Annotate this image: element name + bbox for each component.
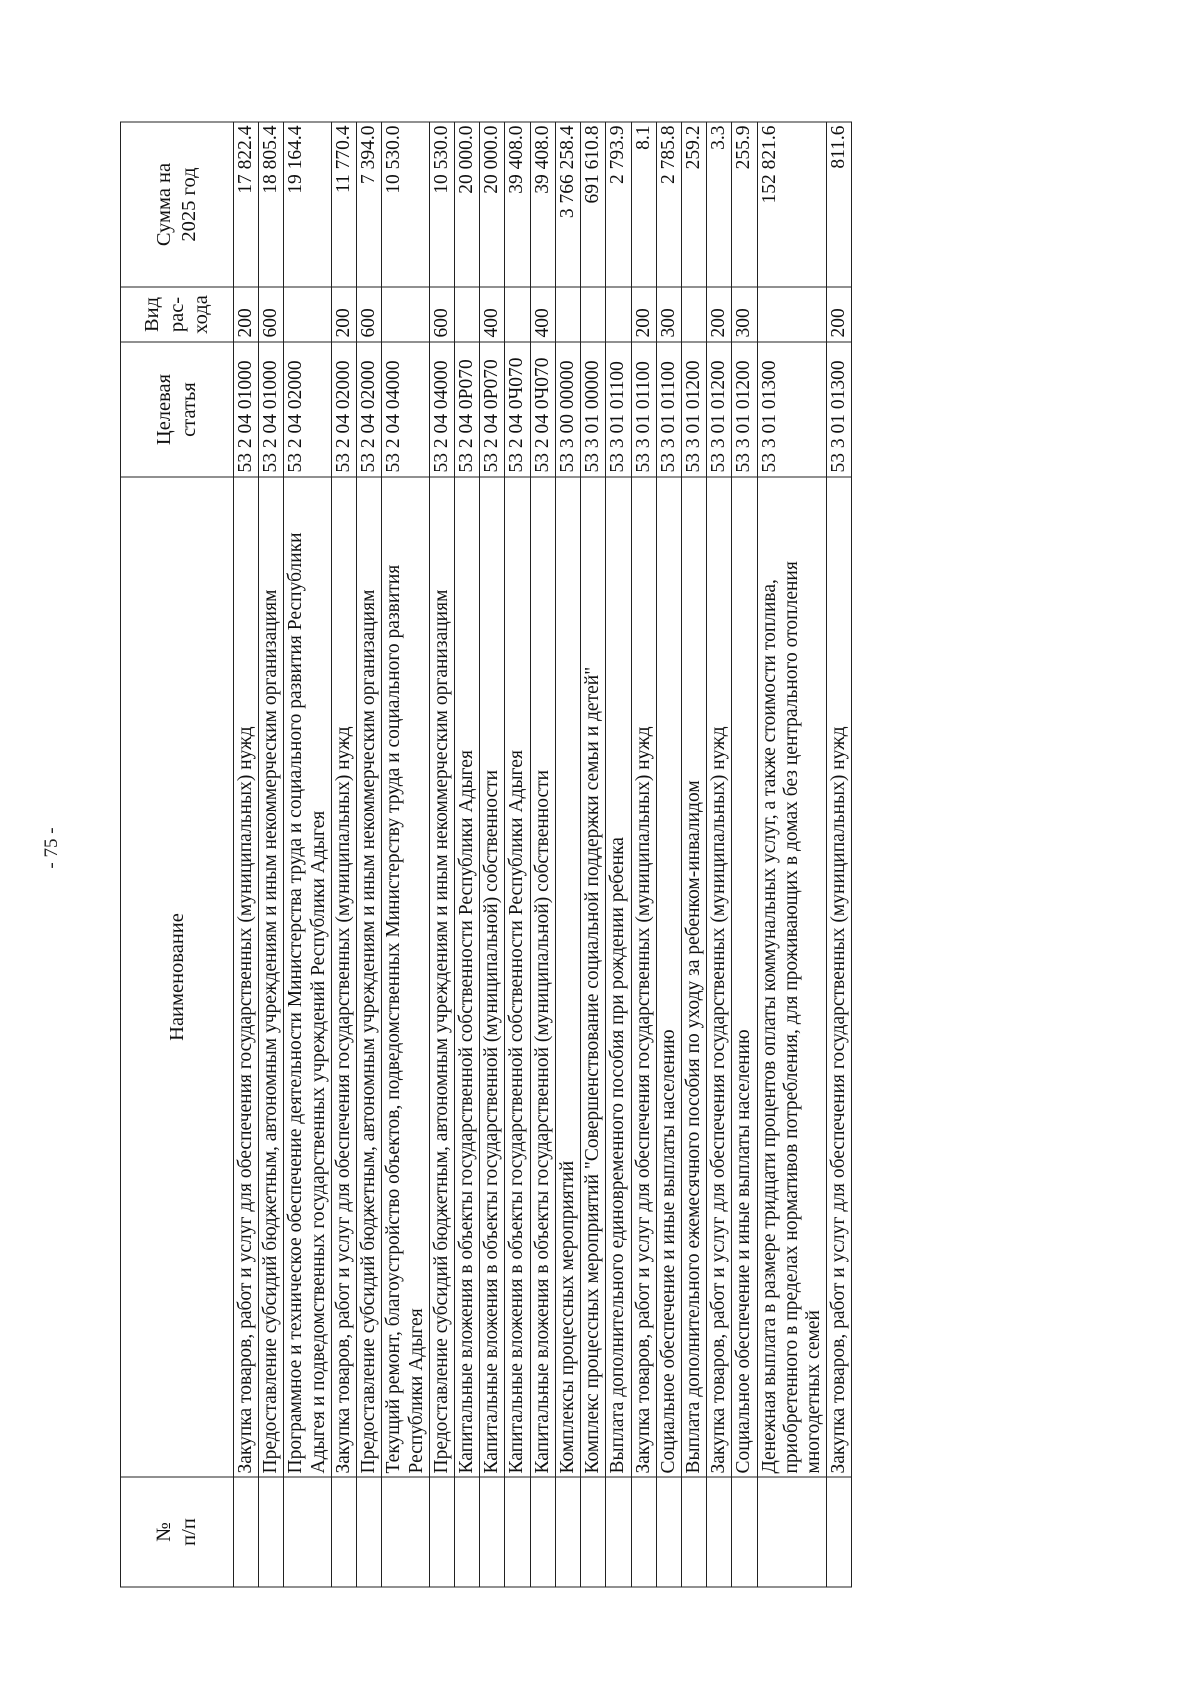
cell-no (606, 1477, 631, 1587)
cell-target-article: 53 3 01 01300 (757, 342, 827, 477)
page-number: - 75 - (41, 827, 62, 869)
cell-target-article: 53 3 00 00000 (555, 342, 580, 477)
cell-name: Предоставление субсидий бюджетным, автономным учреждениям и иным некоммерческим организациям (259, 477, 284, 1477)
cell-target-article: 53 2 04 0Р070 (480, 342, 505, 477)
cell-no (505, 1477, 530, 1587)
cell-expense-type (757, 287, 827, 342)
cell-target-article: 53 3 01 01200 (681, 342, 706, 477)
table-row (581, 122, 606, 1587)
header-kind-label: Вид рас- хода (141, 295, 213, 334)
cell-expense-type: 600 (429, 287, 454, 342)
cell-expense-type: 400 (530, 287, 555, 342)
cell-no (234, 1477, 259, 1587)
cell-no (707, 1477, 732, 1587)
table-body (234, 122, 852, 1587)
cell-sum: 152 821.6 (757, 122, 827, 287)
header-name-label: Наименование (165, 913, 188, 1041)
cell-name: Выплата дополнительного ежемесячного пособия по уходу за ребенком-инвалидом (681, 477, 706, 1477)
table-row (530, 122, 555, 1587)
cell-name: Социальное обеспечение и иные выплаты населению (732, 477, 757, 1477)
cell-target-article: 53 3 01 01300 (827, 342, 852, 477)
table-row (331, 122, 356, 1587)
table-row (505, 122, 530, 1587)
cell-target-article: 53 2 04 02000 (357, 342, 382, 477)
cell-name: Социальное обеспечение и иные выплаты населению (656, 477, 681, 1477)
header-no-label: № п/п (153, 1518, 200, 1546)
cell-expense-type (555, 287, 580, 342)
cell-expense-type: 600 (259, 287, 284, 342)
cell-no (331, 1477, 356, 1587)
cell-expense-type: 200 (234, 287, 259, 342)
cell-expense-type: 300 (732, 287, 757, 342)
table-row (656, 122, 681, 1587)
cell-name: Предоставление субсидий бюджетным, автономным учреждениям и иным некоммерческим организациям (357, 477, 382, 1477)
cell-target-article: 53 3 01 01100 (606, 342, 631, 477)
cell-sum: 255.9 (732, 122, 757, 287)
header-sum (121, 122, 234, 287)
table-row (681, 122, 706, 1587)
cell-target-article: 53 3 01 00000 (581, 342, 606, 477)
cell-expense-type (505, 287, 530, 342)
cell-sum: 691 610.8 (581, 122, 606, 287)
table-row (429, 122, 454, 1587)
cell-no (357, 1477, 382, 1587)
cell-expense-type (454, 287, 479, 342)
cell-target-article: 53 2 04 0Ч070 (505, 342, 530, 477)
cell-no (480, 1477, 505, 1587)
cell-no (681, 1477, 706, 1587)
table-row (631, 122, 656, 1587)
table-row (382, 122, 429, 1587)
cell-expense-type: 200 (827, 287, 852, 342)
cell-no (454, 1477, 479, 1587)
cell-sum: 10 530.0 (382, 122, 429, 287)
cell-target-article: 53 2 04 0Ч070 (530, 342, 555, 477)
cell-sum: 811.6 (827, 122, 852, 287)
table-row (707, 122, 732, 1587)
table-row (259, 122, 284, 1587)
cell-name: Выплата дополнительного единовременного пособия при рождении ребенка (606, 477, 631, 1477)
cell-sum: 39 408.0 (505, 122, 530, 287)
cell-target-article: 53 2 04 0Р070 (454, 342, 479, 477)
cell-no (656, 1477, 681, 1587)
budget-table-container (120, 123, 1080, 1588)
cell-name: Текущий ремонт, благоустройство объектов, подведомственных Министерству труда и социального развития Республики Адыгея (382, 477, 429, 1477)
cell-target-article: 53 3 01 01200 (707, 342, 732, 477)
cell-target-article: 53 2 04 02000 (284, 342, 331, 477)
cell-no (382, 1477, 429, 1587)
header-code (121, 342, 234, 477)
table-row (757, 122, 827, 1587)
table-row (732, 122, 757, 1587)
cell-expense-type (284, 287, 331, 342)
cell-expense-type: 600 (357, 287, 382, 342)
cell-target-article: 53 3 01 01200 (732, 342, 757, 477)
cell-name: Капитальные вложения в объекты государственной (муниципальной) собственности (530, 477, 555, 1477)
table-row (284, 122, 331, 1587)
cell-no (581, 1477, 606, 1587)
cell-target-article: 53 3 01 01100 (656, 342, 681, 477)
header-sum-label: Сумма на 2025 год (153, 162, 200, 247)
cell-sum: 3.3 (707, 122, 732, 287)
cell-expense-type (681, 287, 706, 342)
cell-name: Капитальные вложения в объекты государственной (муниципальной) собственности (480, 477, 505, 1477)
cell-sum: 259.2 (681, 122, 706, 287)
cell-target-article: 53 2 04 02000 (331, 342, 356, 477)
cell-target-article: 53 2 04 01000 (234, 342, 259, 477)
cell-sum: 2 785.8 (656, 122, 681, 287)
table-row (555, 122, 580, 1587)
cell-no (429, 1477, 454, 1587)
cell-sum: 3 766 258.4 (555, 122, 580, 287)
header-kind (121, 287, 234, 342)
cell-name: Закупка товаров, работ и услуг для обеспечения государственных (муниципальных) нужд (331, 477, 356, 1477)
cell-target-article: 53 2 04 01000 (259, 342, 284, 477)
cell-no (259, 1477, 284, 1587)
cell-expense-type (606, 287, 631, 342)
cell-expense-type: 300 (656, 287, 681, 342)
cell-sum: 8.1 (631, 122, 656, 287)
table-header (121, 122, 234, 1587)
cell-name: Капитальные вложения в объекты государственной собственности Республики Адыгея (505, 477, 530, 1477)
cell-expense-type: 400 (480, 287, 505, 342)
cell-sum: 11 770.4 (331, 122, 356, 287)
cell-sum: 7 394.0 (357, 122, 382, 287)
cell-no (827, 1477, 852, 1587)
cell-name: Закупка товаров, работ и услуг для обеспечения государственных (муниципальных) нужд (631, 477, 656, 1477)
header-code-label: Целевая статья (153, 373, 200, 446)
cell-name: Закупка товаров, работ и услуг для обеспечения государственных (муниципальных) нужд (827, 477, 852, 1477)
table-row (357, 122, 382, 1587)
cell-sum: 20 000.0 (454, 122, 479, 287)
cell-sum: 10 530.0 (429, 122, 454, 287)
cell-no (757, 1477, 827, 1587)
cell-expense-type: 200 (631, 287, 656, 342)
cell-no (530, 1477, 555, 1587)
cell-sum: 18 805.4 (259, 122, 284, 287)
cell-target-article: 53 2 04 04000 (429, 342, 454, 477)
table-row (454, 122, 479, 1587)
cell-sum: 2 793.9 (606, 122, 631, 287)
cell-target-article: 53 3 01 01100 (631, 342, 656, 477)
header-no (121, 1477, 234, 1587)
cell-no (284, 1477, 331, 1587)
cell-no (732, 1477, 757, 1587)
cell-sum: 19 164.4 (284, 122, 331, 287)
cell-name: Закупка товаров, работ и услуг для обеспечения государственных (муниципальных) нужд (234, 477, 259, 1477)
cell-name: Денежная выплата в размере тридцати процентов оплаты коммунальных услуг, а также стоимости топлива, приобретенного в пределах нормативов потребления, для проживающих в домах без центрального отопления многодетных семей (757, 477, 827, 1477)
cell-expense-type: 200 (331, 287, 356, 342)
cell-name: Комплексы процессных мероприятий (555, 477, 580, 1477)
budget-table (120, 122, 852, 1588)
table-row (480, 122, 505, 1587)
cell-expense-type (382, 287, 429, 342)
cell-sum: 39 408.0 (530, 122, 555, 287)
cell-expense-type (581, 287, 606, 342)
cell-no (555, 1477, 580, 1587)
cell-name: Капитальные вложения в объекты государственной собственности Республики Адыгея (454, 477, 479, 1477)
cell-no (631, 1477, 656, 1587)
cell-target-article: 53 2 04 04000 (382, 342, 429, 477)
cell-name: Программное и техническое обеспечение деятельности Министерства труда и социального развития Республики Адыгея и подведомственных государственных учреждений Республики Адыгея (284, 477, 331, 1477)
cell-name: Предоставление субсидий бюджетным, автономным учреждениям и иным некоммерческим организациям (429, 477, 454, 1477)
cell-expense-type: 200 (707, 287, 732, 342)
header-name (121, 477, 234, 1477)
cell-sum: 20 000.0 (480, 122, 505, 287)
table-row (234, 122, 259, 1587)
table-row (606, 122, 631, 1587)
header-row (121, 122, 234, 1587)
cell-name: Комплекс процессных мероприятий "Совершенствование социальной поддержки семьи и детей" (581, 477, 606, 1477)
cell-name: Закупка товаров, работ и услуг для обеспечения государственных (муниципальных) нужд (707, 477, 732, 1477)
table-row (827, 122, 852, 1587)
cell-sum: 17 822.4 (234, 122, 259, 287)
